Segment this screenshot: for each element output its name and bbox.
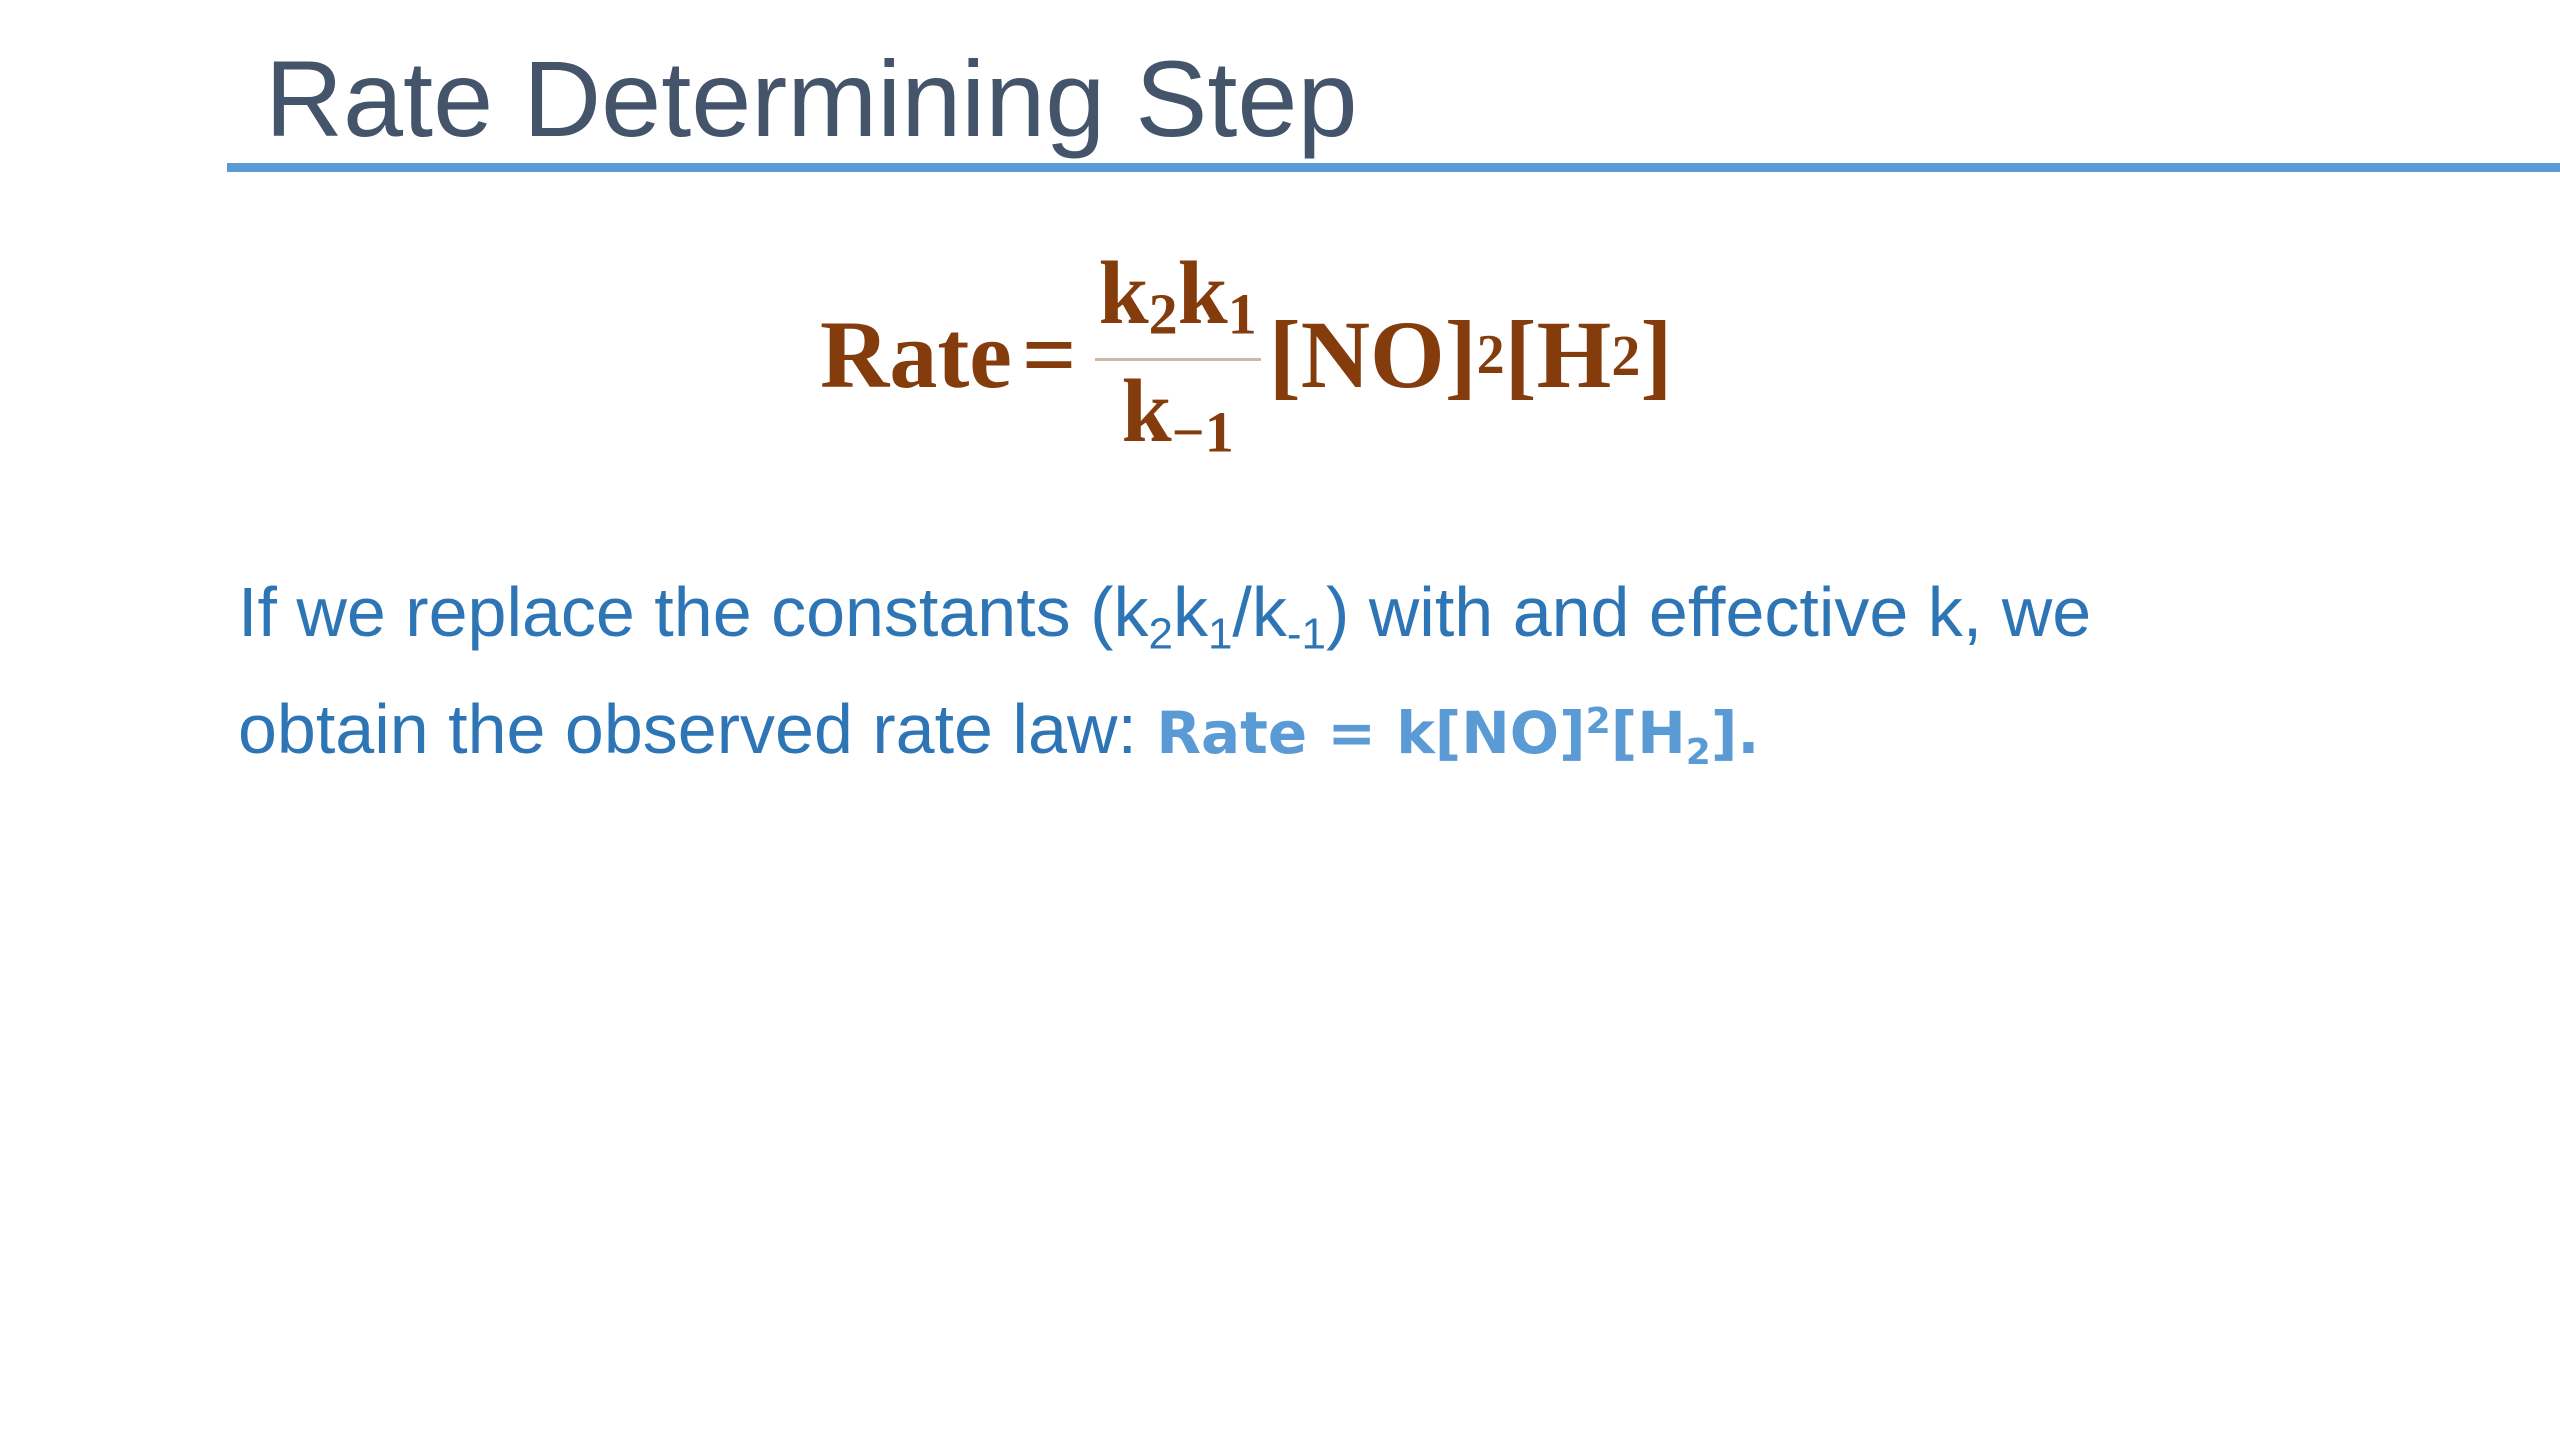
equation-equals-sign: =	[1021, 301, 1077, 408]
equation-h2-close: ]	[1640, 301, 1673, 408]
body-line1-part-c: /k	[1232, 573, 1287, 651]
denominator-k: k	[1121, 361, 1172, 461]
rate-law-part1: Rate = k[NO]	[1156, 699, 1586, 768]
body-line1-part-b: k	[1172, 573, 1208, 651]
rate-law-subscript: 2	[1685, 731, 1711, 773]
numerator-k1-subscript: 1	[1227, 281, 1257, 347]
observed-rate-law	[1156, 699, 1760, 773]
rate-equation	[820, 230, 1672, 480]
title-underline	[227, 163, 2560, 172]
equation-no-term: [NO]	[1268, 301, 1477, 408]
numerator-k2: k	[1098, 244, 1149, 344]
explanation-paragraph	[238, 568, 2338, 797]
body-subscript-neg1: -1	[1286, 609, 1326, 659]
equation-lhs: Rate	[820, 301, 1012, 408]
body-subscript-1: 1	[1207, 609, 1233, 659]
rate-law-part2: [H	[1610, 699, 1686, 768]
h2-subscript: 2	[1611, 322, 1641, 388]
slide-title: Rate Determining Step	[265, 38, 1358, 159]
numerator-k2-subscript: 2	[1148, 281, 1178, 347]
body-subscript-2: 2	[1148, 609, 1173, 659]
rate-law-part3: ].	[1710, 699, 1760, 768]
body-line1-part-d: ) with and effective k, we	[1326, 573, 2092, 651]
numerator-k1: k	[1177, 244, 1228, 344]
equation-h2-open: [H	[1504, 301, 1612, 408]
fraction-denominator	[1118, 361, 1238, 464]
body-line1-part-a: If we replace the constants (k	[238, 573, 1149, 651]
rate-constant-fraction	[1095, 244, 1261, 464]
fraction-numerator	[1095, 244, 1261, 357]
body-line2: obtain the observed rate law:	[238, 690, 1157, 769]
rate-law-exponent: 2	[1585, 701, 1611, 743]
denominator-k-subscript: −1	[1171, 398, 1234, 464]
no-exponent: 2	[1476, 324, 1505, 386]
